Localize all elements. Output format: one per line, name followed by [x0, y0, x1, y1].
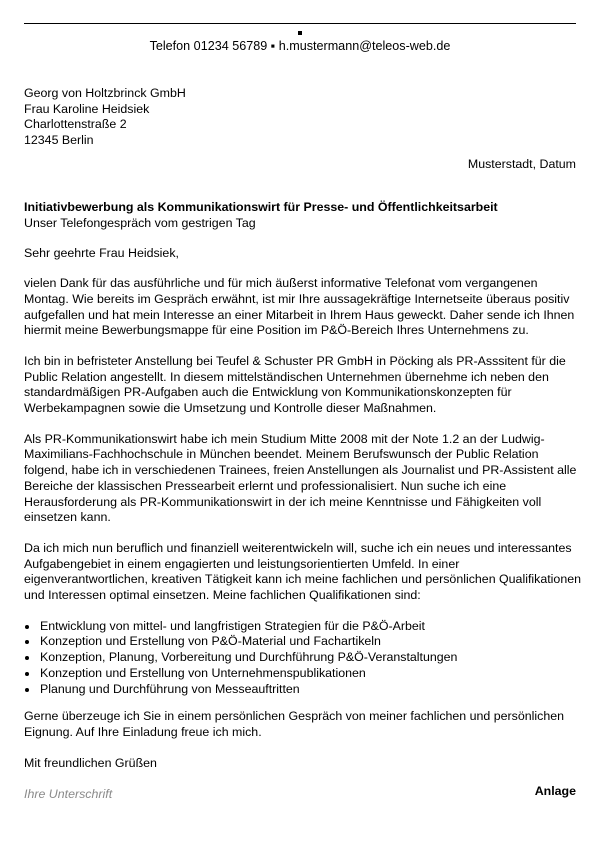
attachment-label: Anlage [534, 784, 576, 798]
sign-off: Mit freundlichen Grüßen [24, 755, 157, 770]
list-item-text: Entwicklung von mittel- und langfristigen Strategien für die P&Ö-Arbeit [40, 618, 425, 633]
list-item [24, 682, 582, 698]
recipient-street: Charlottenstraße 2 [24, 117, 127, 132]
header-square-marker [298, 31, 302, 35]
bullet-icon [25, 640, 29, 644]
recipient-contact: Frau Karoline Heidsiek [24, 101, 150, 116]
qualifications-list [24, 619, 582, 698]
list-item-text: Konzeption, Planung, Vorbereitung und Durchführung P&Ö-Veranstaltungen [40, 650, 458, 665]
paragraph-education: Als PR-Kommunikationswirt habe ich mein Studium Mitte 2008 mit der Note 1.2 an der Ludwig-Maximilians-Fachhochschule in München beendet. Meinem Berufswunsch der Public Relation folgend, habe ich in verschiedenen Trainees, freien Anstellungen als Journalist und PR-Assistent alle Bereiche der klassischen Pressearbeit erlernt und professionalisiert. Nun suche ich eine Herausforderung als PR-Kommunikationswirt in der ich meine Kenntnisse und Fähigkeiten voll einsetzen kann. [24, 431, 577, 525]
list-item-text: Konzeption und Erstellung von P&Ö-Material und Fachartikeln [40, 634, 381, 649]
signature-placeholder: Ihre Unterschrift [24, 787, 113, 802]
subject-title: Initiativbewerbung als Kommunikationswirt für Presse- und Öffentlichkeitsarbeit [24, 200, 498, 214]
list-item [24, 650, 582, 666]
contact-separator: ▪ [270, 39, 276, 53]
sender-email: h.mustermann@teleos-web.de [278, 39, 451, 53]
list-item [24, 619, 582, 635]
recipient-address [24, 86, 424, 149]
paragraph-motivation: Da ich mich nun beruflich und finanziell weiterentwickeln will, suche ich ein neues und interessantes Aufgabengebiet in einem engagierten und leistungsorientierten Umfeld. In einer eigenverantwortlichen, kreativen Tätigkeit kann ich meine fachlichen und persönlichen Qualifikationen und Interessen optimal einsetzen. Meine fachlichen Qualifikationen sind: [24, 540, 581, 603]
header-rule [24, 23, 576, 24]
bullet-icon [25, 625, 29, 629]
list-item-text: Planung und Durchführung von Messeauftritten [40, 681, 300, 696]
sender-phone: Telefon 01234 56789 [149, 39, 268, 53]
list-item [24, 666, 582, 682]
letter-body [24, 200, 582, 803]
recipient-city: 12345 Berlin [24, 133, 94, 148]
place-date: Musterstadt, Datum [467, 157, 576, 171]
paragraph-current-position: Ich bin in befristeter Anstellung bei Teufel & Schuster PR GmbH in Pöcking als PR-Asssitent für die Public Relation angestellt. In diesem mittelständischen Unternehmen übernehme ich neben den standardmäßigen PR-Aufgaben auch die Entwicklung von Kommunikationskonzepten für Werbekampagnen sowie die Umsetzung und Kontrolle dieser Maßnahmen. [24, 353, 566, 416]
sender-contact-line [0, 38, 600, 54]
salutation: Sehr geehrte Frau Heidsiek, [24, 246, 179, 261]
recipient-company: Georg von Holtzbrinck GmbH [24, 86, 186, 100]
paragraph-introduction: vielen Dank für das ausführliche und für mich äußerst informative Telefonat vom vergangenen Montag. Wie bereits im Gespräch erwähnt, ist mir Ihre aussagekräftige Internetseite überaus positiv aufgefallen und hat mein Interesse an einer Mitarbeit in Ihrem Haus geweckt. Daher sende ich Ihnen hiermit meine Bewerbungsmappe für eine Position im P&Ö-Bereich Ihres Unternehmens zu. [24, 276, 575, 338]
paragraph-closing: Gerne überzeuge ich Sie in einem persönlichen Gespräch von meiner fachlichen und persönlichen Eignung. Auf Ihre Einladung freue ich mich. [24, 709, 565, 739]
bullet-icon [25, 656, 29, 660]
list-item-text: Konzeption und Erstellung von Unternehmenspublikationen [40, 665, 366, 680]
bullet-icon [25, 688, 29, 692]
list-item [24, 634, 582, 650]
subject-reference: Unser Telefongespräch vom gestrigen Tag [24, 215, 256, 230]
bullet-icon [25, 672, 29, 676]
